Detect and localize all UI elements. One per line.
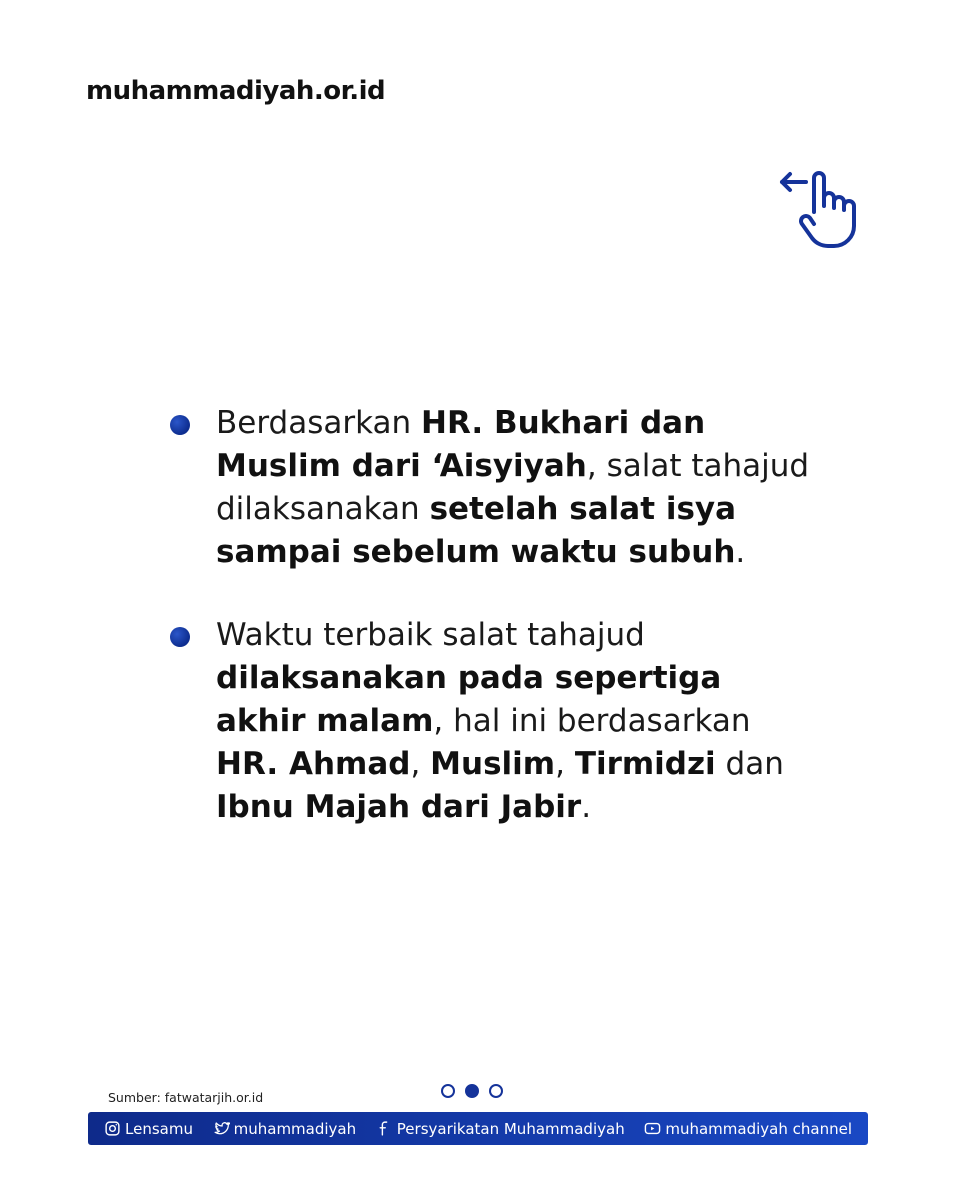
social-label: muhammadiyah <box>233 1119 357 1138</box>
bold-segment: Ibnu Majah dari Jabir <box>216 789 582 825</box>
text-segment: Waktu terbaik salat tahajud <box>216 617 645 653</box>
text-segment: , salat tahajud dilaksanakan <box>216 448 810 527</box>
social-label: Persyarikatan Muhammadiyah <box>396 1119 625 1138</box>
bold-segment: HR. Bukhari dan Muslim dari ‘Aisyiyah <box>216 405 706 484</box>
site-name: muhammadiyah.or.id <box>86 76 386 106</box>
youtube-icon <box>644 1120 661 1137</box>
social-bar <box>88 1112 868 1145</box>
pagination-dots <box>441 1084 503 1098</box>
point-text <box>216 405 809 570</box>
content <box>170 402 810 829</box>
page-dot-3[interactable] <box>489 1084 503 1098</box>
twitter-icon <box>213 1120 230 1137</box>
social-youtube[interactable] <box>644 1120 852 1138</box>
bold-segment: setelah salat isya sampai sebelum waktu subuh <box>216 491 737 570</box>
bullet-icon <box>170 627 190 647</box>
page-dot-1[interactable] <box>441 1084 455 1098</box>
text-segment: , <box>410 746 431 782</box>
social-label: Lensamu <box>125 1119 193 1138</box>
text-segment: Berdasarkan <box>216 405 422 441</box>
social-instagram[interactable] <box>104 1120 193 1138</box>
text-segment: dan <box>715 746 784 782</box>
instagram-icon <box>104 1120 121 1137</box>
bold-segment: Muslim <box>430 746 556 782</box>
bold-segment: HR. Ahmad <box>216 746 411 782</box>
text-segment: , <box>555 746 575 782</box>
social-label: muhammadiyah channel <box>665 1119 852 1138</box>
social-twitter[interactable] <box>213 1120 357 1138</box>
point-1 <box>170 402 810 574</box>
point-2 <box>170 614 810 829</box>
bold-segment: Tirmidzi <box>574 746 716 782</box>
source-note: Sumber: fatwatarjih.or.id <box>108 1090 264 1105</box>
bullet-icon <box>170 415 190 435</box>
bold-segment: dilaksanakan pada sepertiga akhir malam <box>216 660 722 739</box>
facebook-icon <box>376 1120 393 1137</box>
swipe-left-hand-icon <box>778 168 862 252</box>
text-segment: . <box>581 789 592 825</box>
point-text <box>216 617 784 825</box>
social-facebook[interactable] <box>376 1120 625 1138</box>
text-segment: . <box>735 534 746 570</box>
text-segment: , hal ini berdasarkan <box>433 703 751 739</box>
page-dot-2[interactable] <box>465 1084 479 1098</box>
